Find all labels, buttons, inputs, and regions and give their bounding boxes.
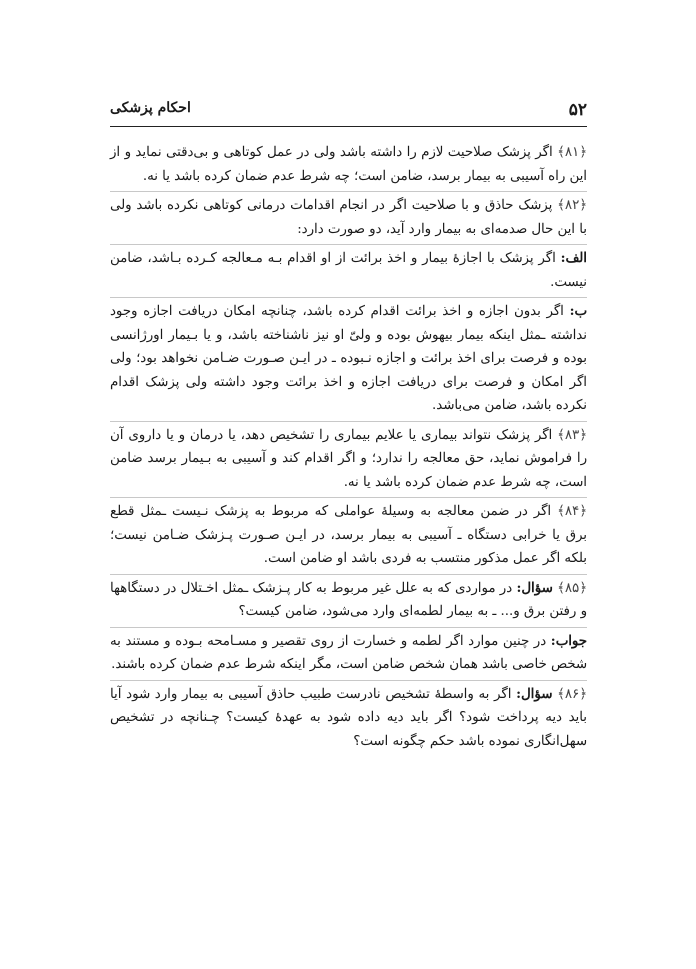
paragraph-text: اگر بدون اجازه و اخذ برائت اقدام کرده باشد، چنانچه امکان دریافت اجازه وجود نداشته ـمثل اینکه بیمار بیهوش بوده و ولیّ او نیز ناشناخته باشد، و یا بـیمار اورژانسی بوده و فرصت برای اخذ برائت و اجازه نـبوده ـ در ایـن صـورت ضـامن نخواهد بود؛ ولی اگر امکان و فرصت برای دریافت اجازه و اخذ برائت وجود داشته ولی پزشک اقدام نکرده باشد، ضامن می‌باشد.	[110, 304, 587, 413]
page-body	[110, 139, 587, 756]
paragraph-84	[110, 497, 587, 571]
paragraph-text: اگر پزشک با اجازهٔ بیمار و اخذ برائت از او اقدام بـه مـعالجه کـرده بـاشد، ضامن نیست.	[110, 251, 587, 290]
paragraph-number: ﴿۸۳﴾	[557, 427, 587, 443]
paragraph-lead: سؤال:	[516, 686, 553, 702]
paragraph-83	[110, 421, 587, 495]
paragraph-86-question	[110, 680, 587, 754]
paragraph-text: اگر پزشک صلاحیت لازم را داشته باشد ولی در عمل کوتاهی و بی‌دقتی نماید و از این راه آسیبی به بیمار برسد، ضامن است؛ چه شرط عدم ضمان کرده باشد یا نه.	[110, 145, 587, 184]
running-title: احکام پزشکی	[110, 100, 191, 116]
paragraph-lead: جواب:	[550, 633, 587, 649]
paragraph-text: اگر در ضمن معالجه به وسیلهٔ عواملی که مربوط به پزشک نـیست ـمثل قطع برق یا خرابی دستگاه ـ آسیبی به بیمار برسد، در ایـن صـورت پـزشک ضـامن نیست؛ بلکه اگر عمل مذکور منتسب به فردی باشد او ضامن است.	[110, 504, 587, 566]
paragraph-number: ﴿۸۲﴾	[557, 198, 588, 213]
paragraph-text: اگر پزشک نتواند بیماری یا علایم بیماری را تشخیص دهد، یا درمان و یا داروی آن را فراموش نماید، حق معالجه را ندارد؛ و اگر اقدام کند و آسیبی به بـیمار برسد ضامن است، چه شرط عدم ضمان کرده باشد یا نه.	[110, 427, 587, 490]
paragraph-lead: ب:	[569, 304, 587, 319]
page-header	[110, 96, 587, 127]
paragraph-text: در مواردی که به علل غیر مربوط به کار پـزشک ـمثل اخـتلال در دستگاهها و رفتن برق و... ـ به بیمار لطمه‌ای وارد می‌شود، ضامن کیست؟	[110, 580, 587, 619]
paragraph-text: پزشک حاذق و با صلاحیت اگر در انجام اقدامات درمانی کوتاهی نکرده باشد ولی با این حال صدمه‌ای به بیمار وارد آید، دو صورت دارد:	[110, 198, 587, 237]
paragraph-lead: الف:	[560, 251, 587, 266]
paragraph-82-alef	[110, 244, 587, 294]
paragraph-number: ﴿۸۴﴾	[557, 504, 587, 519]
paragraph-lead: سؤال:	[516, 580, 553, 596]
paragraph-81	[110, 139, 587, 188]
paragraph-85-question	[110, 574, 587, 624]
paragraph-82	[110, 191, 587, 241]
paragraph-number: ﴿۸۵﴾	[557, 580, 587, 596]
page-number: ۵۲	[568, 100, 587, 120]
paragraph-82-be	[110, 297, 587, 418]
paragraph-number: ﴿۸۶﴾	[557, 686, 587, 702]
paragraph-text: اگر به واسطهٔ تشخیص نادرست طبیب حاذق آسیبی به بیمار وارد شود آیا باید دیه پرداخت شود؟ اگر باید دیه داده شود به عهدهٔ کیست؟ چـنانچه در تشخیص سهل‌انگاری نموده باشد حکم چگونه است؟	[110, 686, 587, 749]
paragraph-text: در چنین موارد اگر لطمه و خسارت از روی تقصیر و مسـامحه بـوده و مستند به شخص خاصی باشد همان شخص ضامن است، مگر اینکه شرط عدم ضمان کرده باشند.	[110, 633, 587, 672]
paragraph-85-answer	[110, 627, 587, 677]
paragraph-number: ﴿۸۱﴾	[557, 145, 587, 160]
